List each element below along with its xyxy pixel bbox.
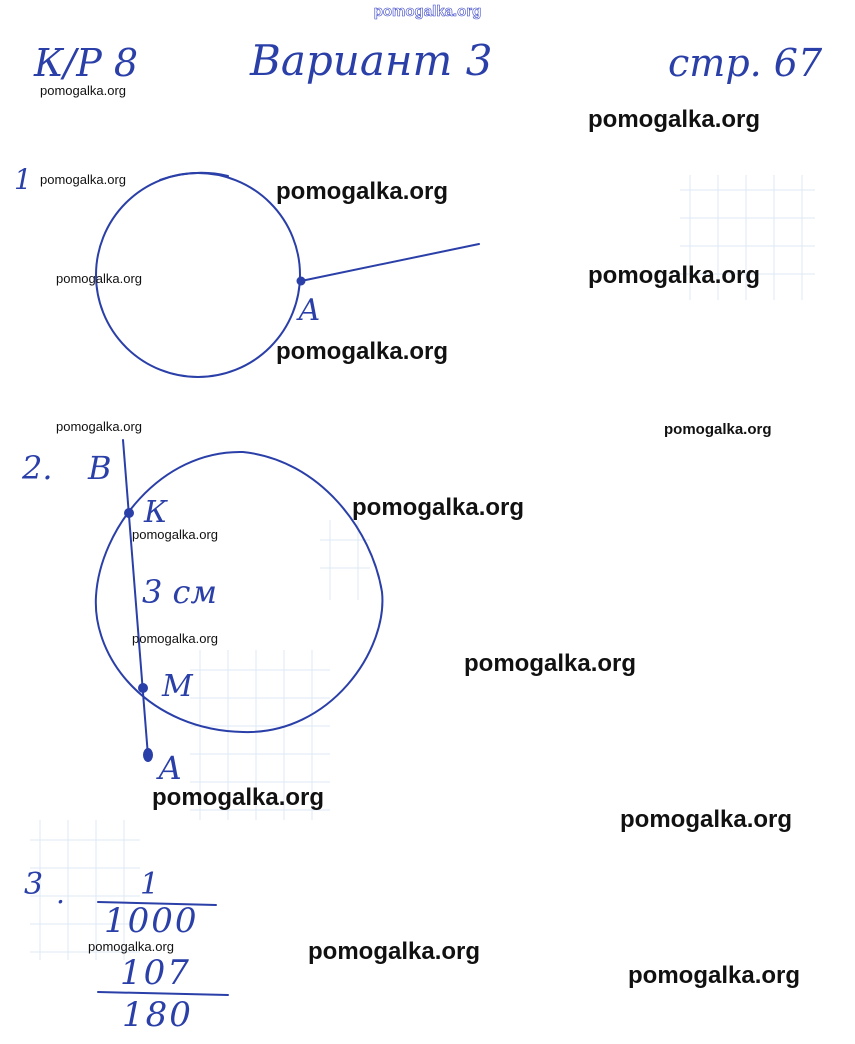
watermark: pomogalka.org: [464, 650, 637, 677]
task3-dot: .: [56, 877, 65, 910]
watermark: pomogalka.org: [620, 806, 793, 833]
fraction2-denominator: 180: [122, 995, 193, 1035]
watermark: pomogalka.org: [152, 784, 325, 811]
watermark: pomogalka.org: [132, 527, 218, 542]
fraction1-numerator: 1: [140, 867, 160, 902]
task2-point-m-label: М: [162, 669, 193, 704]
task1-circle-overstroke: [160, 173, 228, 180]
task1-point-a-label: А: [298, 293, 321, 328]
watermark: pomogalka.org: [56, 419, 142, 434]
grid-paper-fragments: [30, 172, 815, 960]
task2-point-m: [139, 684, 147, 692]
watermark: pomogalka.org: [40, 83, 126, 98]
task2-number: 2.: [22, 449, 53, 487]
watermark: pomogalka.org: [588, 262, 761, 289]
watermark: pomogalka.org: [308, 938, 481, 965]
watermark: pomogalka.org: [40, 172, 126, 187]
variant-label: Вариант 3: [250, 36, 493, 85]
watermark: pomogalka.org: [56, 271, 142, 286]
task2-distance-label: 3 см: [142, 573, 217, 611]
task1-tangent-line: [301, 244, 479, 281]
watermark: pomogalka.org: [88, 939, 174, 954]
watermark: pomogalka.org: [628, 962, 801, 989]
task1-point-a: [298, 278, 305, 285]
watermark: pomogalka.org: [132, 631, 218, 646]
task2-point-k: [125, 509, 133, 517]
fraction1-denominator: 1000: [104, 901, 199, 941]
watermark: pomogalka.org: [588, 106, 761, 133]
task2-point-k-label: К: [144, 495, 168, 530]
site-link[interactable]: pomogalka.org: [373, 3, 482, 20]
task3-number: 3: [24, 867, 44, 902]
task2-point-a: [144, 749, 152, 761]
task1-number: 1: [14, 163, 32, 196]
fraction2-numerator: 107: [120, 953, 191, 993]
watermark: pomogalka.org: [276, 178, 449, 205]
work-label: К/Р 8: [34, 41, 139, 85]
task2-option: В: [88, 449, 112, 487]
watermark: pomogalka.org: [664, 421, 772, 438]
page-label: стр. 67: [668, 41, 823, 85]
task2-point-a-label: А: [158, 749, 183, 787]
watermark: pomogalka.org: [352, 494, 525, 521]
task2-figure: [96, 440, 383, 761]
watermark: pomogalka.org: [276, 338, 449, 365]
